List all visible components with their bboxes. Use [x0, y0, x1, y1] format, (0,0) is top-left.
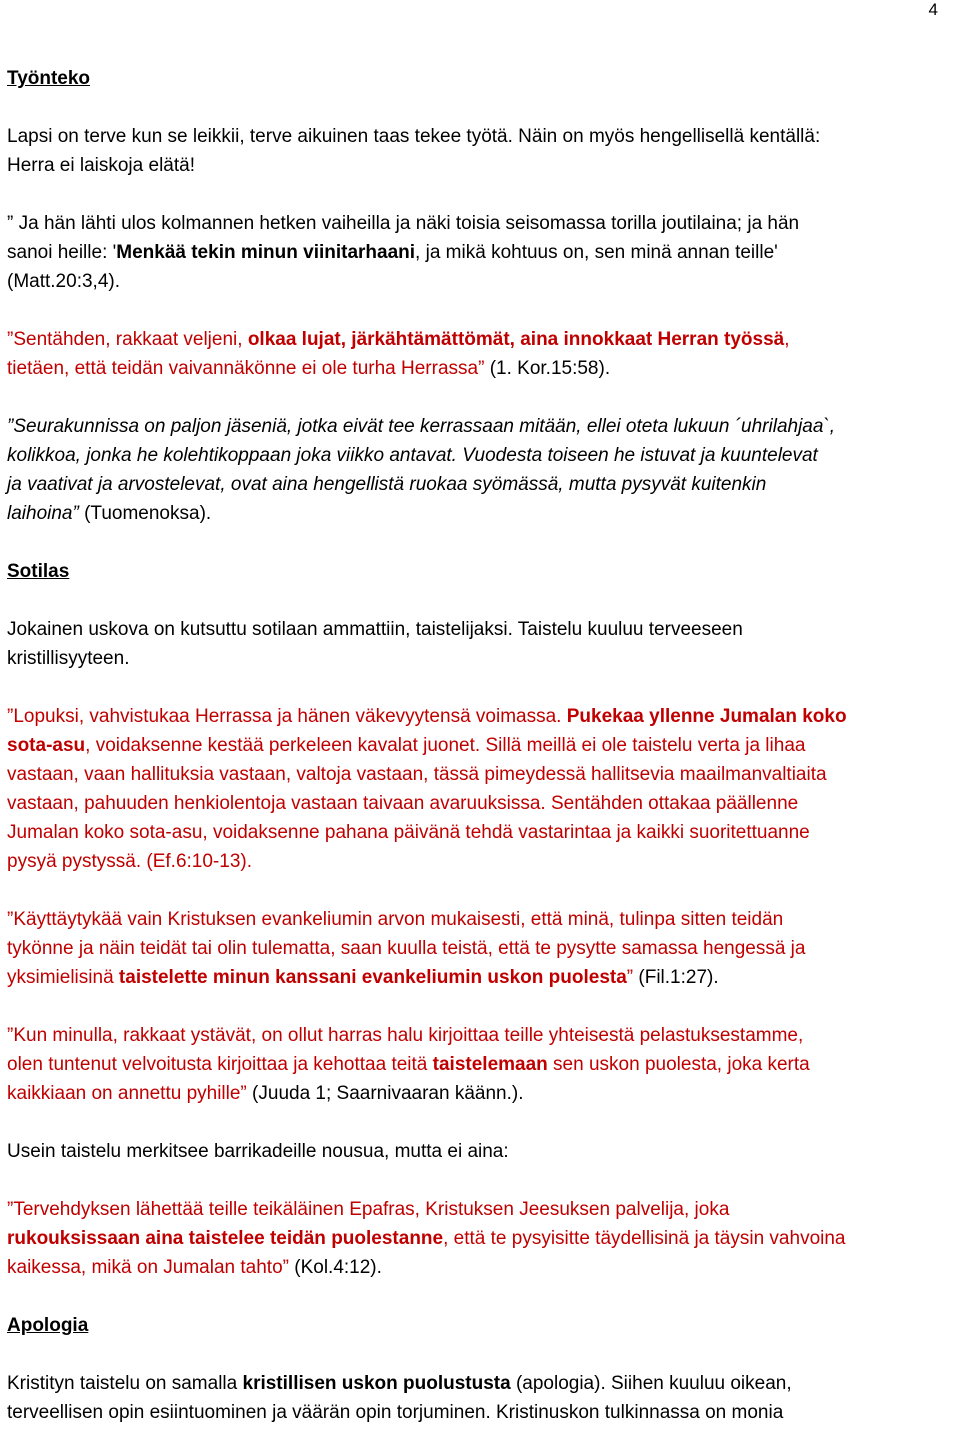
text-line: [7, 702, 952, 731]
reference: (Kol.4:12).: [288, 1257, 382, 1278]
text-line: [7, 1253, 952, 1282]
paragraph-apologia: [7, 1369, 952, 1427]
document-body: [7, 64, 952, 1427]
text-span: laihoina”: [7, 503, 79, 524]
text-line: [7, 354, 952, 383]
reference: (Tuomenoksa).: [78, 503, 212, 524]
emphasis: kristillisen uskon puolustusta: [242, 1373, 511, 1394]
quote-philippians: [7, 905, 952, 992]
text-span: tietäen, että teidän vaivannäkönne ei ole turha Herrassa”: [7, 358, 485, 379]
emphasis: sota-asu: [7, 735, 86, 756]
text-line: [7, 238, 952, 267]
text-line: Usein taistelu merkitsee barrikadeille nousua, mutta ei aina:: [7, 1141, 509, 1162]
text-span: ”Sentähden, rakkaat veljeni,: [7, 329, 248, 350]
text-span: sanoi heille: ': [7, 242, 117, 263]
text-span: , ja mikä kohtuus on, sen minä annan teille': [415, 242, 778, 263]
heading-sotilas: Sotilas: [7, 561, 70, 582]
text-line: ja vaativat ja arvostelevat, ovat aina hengellistä ruokaa syömässä, mutta pysyvät kuitenkin: [7, 474, 767, 495]
emphasis: olkaa lujat, järkähtämättömät, aina innokkaat Herran työssä: [247, 329, 785, 350]
text-line: ”Seurakunnissa on paljon jäseniä, jotka eivät tee kerrassaan mitään, ellei oteta lukuun ´uhrilahjaa`,: [7, 416, 836, 437]
text-line: kolikkoa, jonka he kolehtikoppaan joka viikko antavat. Vuodesta toiseen he istuvat ja kuuntelevat: [7, 445, 818, 466]
reference: (Fil.1:27).: [633, 967, 719, 988]
text-line: tykönne ja näin teidät tai olin tulematta, saan kuulla teistä, että te pysytte samassa hengessä ja: [7, 938, 806, 959]
text-span: (apologia). Siihen kuuluu oikean,: [510, 1373, 792, 1394]
text-line: [7, 1224, 952, 1253]
text-line: ” Ja hän lähti ulos kolmannen hetken vaiheilla ja näki toisia seisomassa torilla joutilaina; ja hän: [7, 213, 800, 234]
text-line: [7, 325, 952, 354]
text-line: ”Kun minulla, rakkaat ystävät, on ollut harras halu kirjoittaa teille yhteisestä pelastuksestamme,: [7, 1025, 804, 1046]
text-line: Lapsi on terve kun se leikkii, terve aikuinen taas tekee työtä. Näin on myös hengellisellä kentällä:: [7, 126, 821, 147]
emphasis: Pukekaa yllenne Jumalan koko: [566, 706, 847, 727]
reference: (Matt.20:3,4).: [7, 271, 120, 292]
text-line: Jokainen uskova on kutsuttu sotilaan ammattiin, taistelijaksi. Taistelu kuuluu terveeseen: [7, 619, 743, 640]
text-span: ”: [626, 967, 634, 988]
text-line: vastaan, pahuuden henkiolentoja vastaan taivaan avaruuksissa. Sentähden ottakaa päällenne: [7, 793, 799, 814]
text-line: vastaan, vaan hallituksia vastaan, valtoja vastaan, tässä pimeydessä hallitsevia maailmanvaltiaita: [7, 764, 827, 785]
quote-colossians: [7, 1195, 952, 1282]
text-line: [7, 1369, 952, 1398]
emphasis: taistelette minun kanssani evankeliumin uskon puolesta: [118, 967, 627, 988]
text-span: olen tuntenut velvoitusta kirjoittaa ja kehottaa teitä: [7, 1054, 433, 1075]
paragraph-intro-sotilas: [7, 615, 952, 673]
text-span: sen uskon puolesta, joka kerta: [547, 1054, 810, 1075]
text-span: kaikkiaan on annettu pyhille”: [7, 1083, 247, 1104]
quote-tuomenoksa: [7, 412, 952, 528]
text-span: Kristityn taistelu on samalla: [7, 1373, 243, 1394]
text-line: [7, 1079, 952, 1108]
text-line: [7, 1050, 952, 1079]
text-span: , että te pysyisitte täydellisinä ja täysin vahvoina: [443, 1228, 846, 1249]
paragraph-usein: [7, 1137, 952, 1166]
text-line: ”Tervehdyksen lähettää teille teikäläinen Epafras, Kristuksen Jeesuksen palvelija, joka: [7, 1199, 730, 1220]
reference: (1. Kor.15:58).: [484, 358, 611, 379]
quote-corinthians: [7, 325, 952, 383]
text-line: terveellisen opin esiintuominen ja väärän opin torjuminen. Kristinuskon tulkinnassa on monia: [7, 1402, 784, 1423]
text-line: [7, 731, 952, 760]
text-span: ,: [784, 329, 790, 350]
quote-jude: [7, 1021, 952, 1108]
heading-apologia: Apologia: [7, 1315, 89, 1336]
quote-ephesians: [7, 702, 952, 876]
paragraph-intro-tyonteko: [7, 122, 952, 180]
emphasis: taistelemaan: [432, 1054, 548, 1075]
text-line: [7, 963, 952, 992]
text-line: kristillisyyteen.: [7, 648, 130, 669]
text-span: yksimielisinä: [7, 967, 119, 988]
page-number: 4: [928, 0, 938, 19]
text-span: kaikessa, mikä on Jumalan tahto”: [7, 1257, 289, 1278]
emphasis: Menkää tekin minun viinitarhaani: [116, 242, 416, 263]
text-line: Herra ei laiskoja elätä!: [7, 155, 195, 176]
reference: (Juuda 1; Saarnivaaran käänn.).: [246, 1083, 524, 1104]
heading-tyonteko: Työnteko: [7, 68, 91, 89]
text-span: ”Lopuksi, vahvistukaa Herrassa ja hänen väkevyytensä voimassa.: [7, 706, 567, 727]
quote-matthew: [7, 209, 952, 296]
text-line: Jumalan koko sota-asu, voidaksenne pahana päivänä tehdä vastarintaa ja kaikki suoritettuanne: [7, 822, 810, 843]
text-line: ”Käyttäytykää vain Kristuksen evankeliumin arvon mukaisesti, että minä, tulinpa sitten teidän: [7, 909, 784, 930]
text-span: , voidaksenne kestää perkeleen kavalat juonet. Sillä meillä ei ole taistelu verta ja lihaa: [85, 735, 806, 756]
text-line: pysyä pystyssä. (Ef.6:10-13).: [7, 851, 252, 872]
emphasis: rukouksissaan aina taistelee teidän puolestanne: [7, 1228, 444, 1249]
text-line: [7, 499, 952, 528]
